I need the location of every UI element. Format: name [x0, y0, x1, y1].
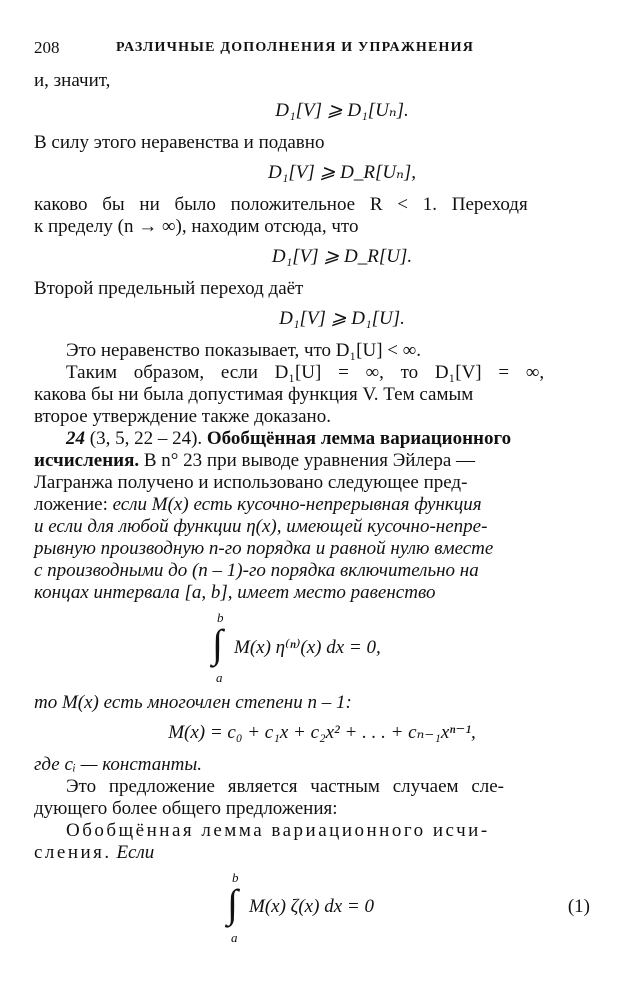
text-span: сления.: [34, 842, 112, 863]
text-span: ложение:: [34, 494, 108, 515]
integral-1: [34, 608, 590, 688]
text-line: концах интервала [a, b], имеет место равенство: [34, 582, 436, 603]
formula-2: D₁[V] ⩾ D_R[Uₙ],: [268, 162, 416, 183]
italic-span: если M(x) есть кусочно-непрерывная функция: [112, 494, 482, 515]
page-header: [34, 38, 590, 70]
text-line: какова бы ни была допустимая функция V. Тем самым: [34, 384, 474, 405]
formula-5: M(x) = c₀ + c₁x + c₂x² + . . . + cₙ₋₁xⁿ⁻¹,: [168, 722, 476, 743]
integral-upper-limit: b: [232, 870, 239, 885]
integral-expression: M(x) ζ(x) dx = 0: [249, 896, 374, 917]
text-line: Лагранжа получено и использовано следующее пред-: [34, 472, 468, 493]
text-line: рывную производную n-го порядка и равной нулю вместе: [34, 538, 494, 559]
integral-sign: ∫: [212, 621, 223, 666]
text-line: Обобщённая лемма вариационного исчи-: [66, 820, 490, 841]
text-line: второе утверждение также доказано.: [34, 406, 331, 427]
section-heading-line: [34, 428, 590, 450]
integral-upper-limit: b: [217, 610, 224, 625]
section-refs: (3, 5, 22 – 24).: [89, 428, 203, 449]
integral-2: [34, 868, 590, 948]
integral-lower-limit: a: [216, 670, 223, 685]
section-title-cont: исчисления.: [34, 450, 140, 471]
integral-lower-limit: a: [231, 930, 238, 945]
text-line: Это неравенство показывает, что D₁[U] < ∞.: [66, 340, 422, 361]
text-span: В n° 23 при выводе уравнения Эйлера —: [143, 450, 476, 471]
section-title: Обобщённая лемма вариационного: [206, 428, 512, 449]
page-number: 208: [34, 38, 60, 57]
text-line: то M(x) есть многочлен степени n – 1:: [34, 692, 352, 713]
integral-expression: M(x) η⁽ⁿ⁾(x) dx = 0,: [234, 637, 381, 658]
running-title: РАЗЛИЧНЫЕ ДОПОЛНЕНИЯ И УПРАЖНЕНИЯ: [116, 40, 475, 55]
text-line: и, значит,: [34, 70, 111, 91]
text-line: Это предложение является частным случаем сле-: [66, 776, 504, 797]
formula-3: D₁[V] ⩾ D_R[U].: [271, 246, 413, 267]
equation-number: (1): [567, 896, 590, 917]
integral-sign: ∫: [227, 881, 238, 926]
page: [34, 38, 590, 952]
text-line: [34, 450, 590, 472]
text-line: [34, 494, 590, 516]
formula-4: D₁[V] ⩾ D₁[U].: [279, 308, 405, 329]
text-line: Таким образом, если D₁[U] = ∞, то D₁[V] = ∞,: [66, 362, 545, 383]
text-line: с производными до (n – 1)-го порядка включительно на: [34, 560, 479, 581]
text-line: к пределу (n → ∞), находим отсюда, что: [34, 216, 359, 237]
text-line: где cᵢ — константы.: [34, 754, 203, 775]
formula-1: D₁[V] ⩾ D₁[Uₙ].: [275, 100, 409, 121]
text-line: Второй предельный переход даёт: [34, 278, 304, 299]
text-line: дующего более общего предложения:: [34, 798, 338, 819]
text-line: В силу этого неравенства и подавно: [34, 132, 325, 153]
italic-span: Если: [116, 842, 155, 863]
section-number: 24: [66, 428, 85, 449]
text-line: и если для любой функции η(x), имеющей кусочно-непре-: [34, 516, 488, 537]
text-line: [34, 842, 590, 864]
text-line: каково бы ни было положительное R < 1. Переходя: [34, 194, 528, 215]
